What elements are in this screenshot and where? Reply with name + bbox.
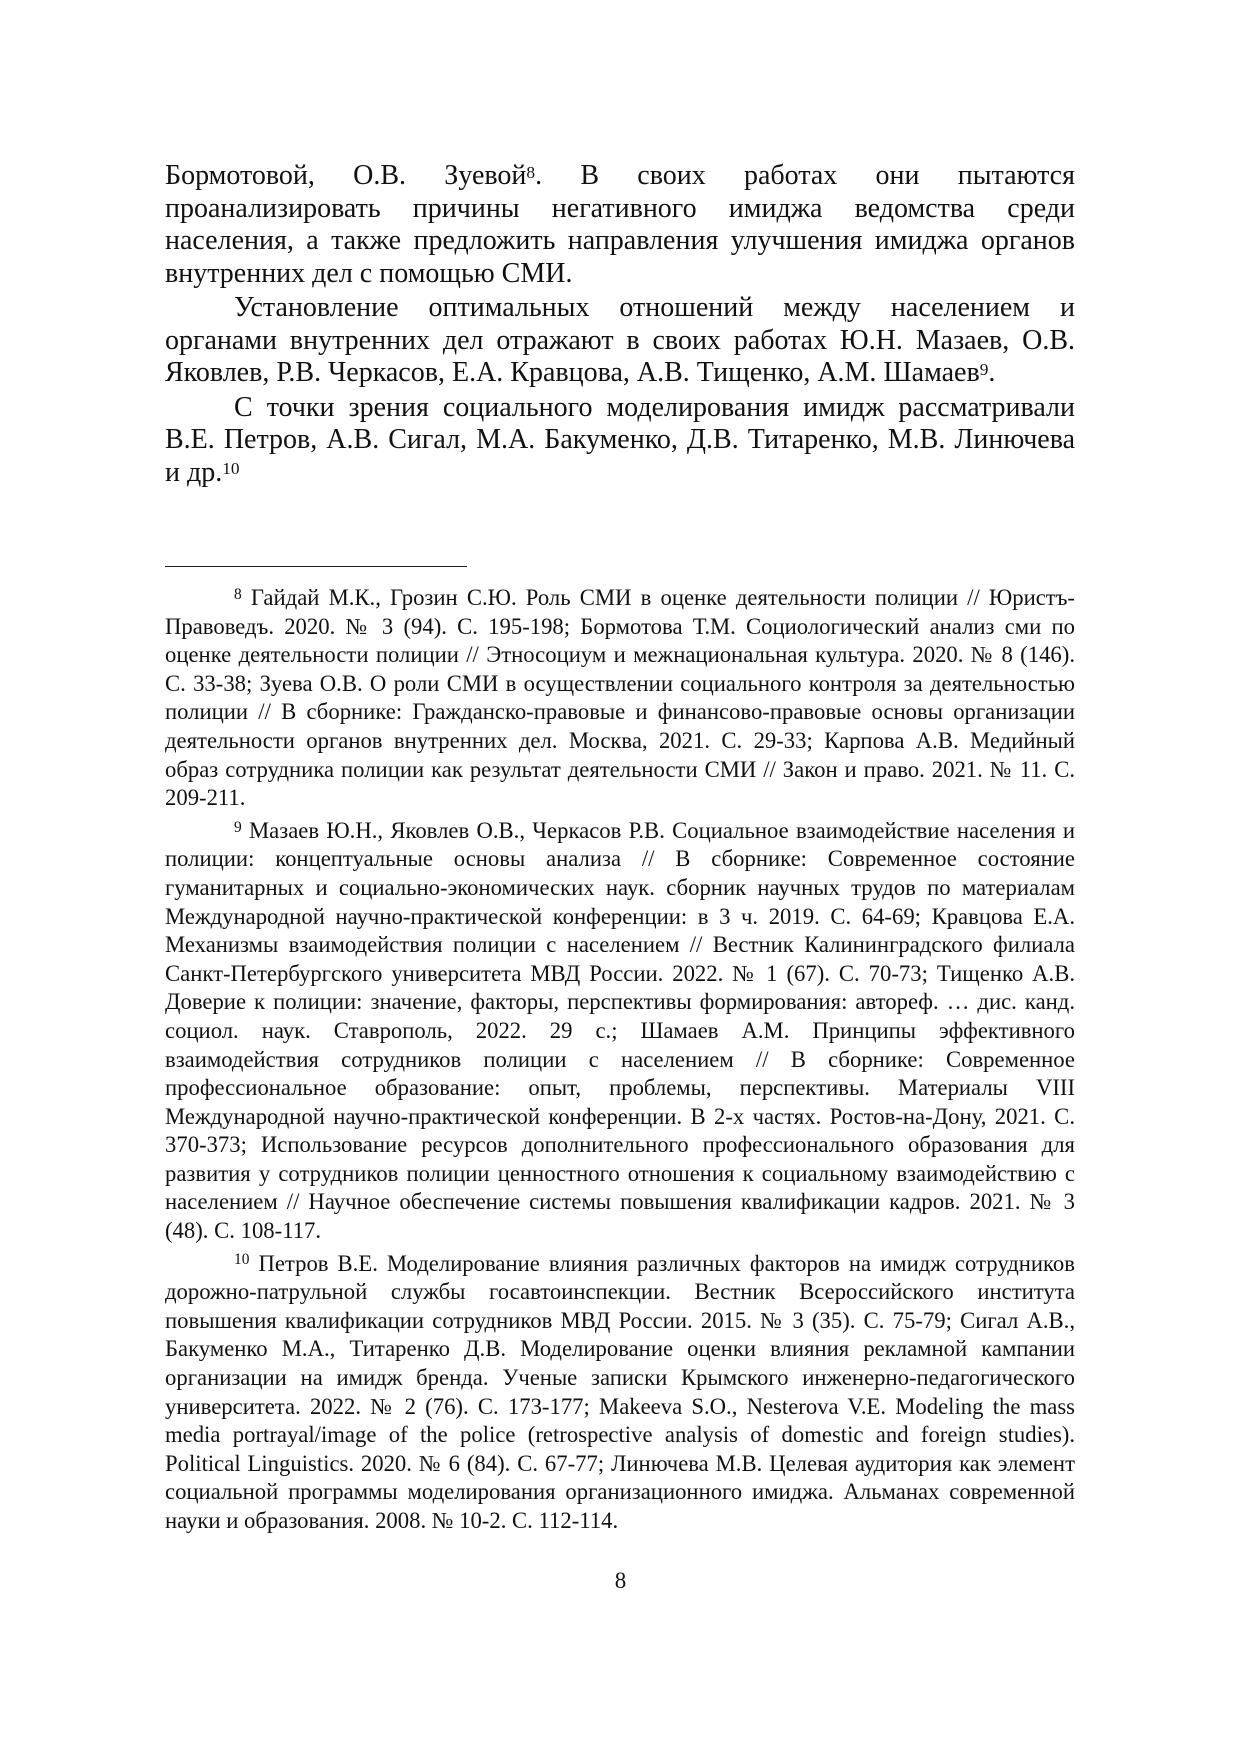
- footnote-text: Гайдай М.К., Грозин С.Ю. Роль СМИ в оценке деятельности полиции // Юристъ-Правоведъ. 2020. № 3 (94). С. 195-198; Бормотова Т.М. Социологический анализ сми по оценке деятельности полиции // Этносоциум и межнациональная культура. 2020. № 8 (146). С. 33-38; Зуева О.В. О роли СМИ в осуществлении социального контроля за деятельностью полиции // В сборнике: Гражданско-правовые и финансово-правовые основы организации деятельности органов внутренних дел. Москва, 2021. С. 29-33; Карпова А.В. Медийный образ сотрудника полиции как результат деятельности СМИ // Закон и право. 2021. № 11. С. 209-211.: [165, 585, 1075, 811]
- footnotes: [165, 584, 1075, 1540]
- footnote-separator: [165, 566, 467, 567]
- main-text: [165, 160, 1075, 489]
- footnote-text: Мазаев Ю.Н., Яковлев О.В., Черкасов Р.В. Социальное взаимодействие населения и полиции: концептуальные основы анализа // В сборнике: Современное состояние гуманитарных и социально-экономических наук. сборник научных трудов по материалам Международной научно-практической конференции: в 3 ч. 2019. С. 64-69; Кравцова Е.А. Механизмы взаимодействия полиции с населением // Вестник Калининградского филиала Санкт-Петербургского университета МВД России. 2022. № 1 (67). С. 70-73; Тищенко А.В. Доверие к полиции: значение, факторы, перспективы формирования: автореф. … дис. канд. социол. наук. Ставрополь, 2022. 29 с.; Шамаев А.М. Принципы эффективного взаимодействия сотрудников полиции с населением // В сборнике: Современное профессиональное образование: опыт, проблемы, перспективы. Материалы VIII Международной научно-практической конференции. В 2-х частях. Ростов-на-Дону, 2021. С. 370-373; Использование ресурсов дополнительного профессионального образования для развития у сотрудников полиции ценностного отношения к социальному взаимодействию с населением // Научное обеспечение системы повышения квалификации кадров. 2021. № 3 (48). С. 108-117.: [165, 817, 1075, 1244]
- footnote-ref-8[interactable]: 8: [526, 162, 536, 182]
- paragraph-3: [165, 392, 1075, 490]
- paragraph-3-text-a: С точки зрения социального моделирования имидж рассматривали В.Е. Петров, А.В. Сигал, М.А. Бакуменко, Д.В. Титаренко, М.В. Линючева и др.: [165, 391, 1075, 488]
- footnote-ref-9[interactable]: 9: [979, 359, 989, 379]
- paragraph-2-text-a: Установление оптимальных отношений между населением и органами внутренних дел отражают в своих работах Ю.Н. Мазаев, О.В. Яковлев, Р.В. Черкасов, Е.А. Кравцова, А.В. Тищенко, А.М. Шамаев: [165, 292, 1075, 388]
- paragraph-1: [165, 160, 1075, 290]
- footnote-10: [165, 1250, 1075, 1536]
- footnote-number: 8: [234, 585, 242, 603]
- paragraph-2-text-b: .: [988, 357, 996, 388]
- footnote-ref-10[interactable]: 10: [222, 459, 240, 479]
- paragraph-1-text-b: . В своих работах они пытаются проанализировать причины негативного имиджа ведомства среди населения, а также предложить направления улучшения имиджа органов внутренних дел с помощью СМИ.: [165, 160, 1075, 289]
- paragraph-1-text-a: Бормотовой, О.В. Зуевой: [165, 160, 527, 191]
- footnote-number: 9: [234, 818, 242, 836]
- footnote-8: [165, 584, 1075, 813]
- footnote-9: [165, 817, 1075, 1246]
- footnote-number: 10: [234, 1251, 250, 1269]
- page-number: 8: [614, 1568, 627, 1593]
- footnote-text: Петров В.Е. Моделирование влияния различных факторов на имидж сотрудников дорожно-патрульной службы госавтоинспекции. Вестник Всероссийского института повышения квалификации сотрудников МВД России. 2015. № 3 (35). С. 75-79; Сигал А.В., Бакуменко М.А., Титаренко Д.В. Моделирование оценки влияния рекламной кампании организации на имидж бренда. Ученые записки Крымского инженерно-педагогического университета. 2022. № 2 (76). С. 173-177; Makeeva S.O., Nesterova V.E. Modeling the mass media portrayal/image of the police (retrospective analysis of domestic and foreign studies). Political Linguistics. 2020. № 6 (84). С. 67-77; Линючева М.В. Целевая аудитория как элемент социальной программы моделирования организационного имиджа. Альманах современной науки и образования. 2008. № 10-2. С. 112-114.: [165, 1250, 1075, 1533]
- paragraph-2: [165, 292, 1075, 390]
